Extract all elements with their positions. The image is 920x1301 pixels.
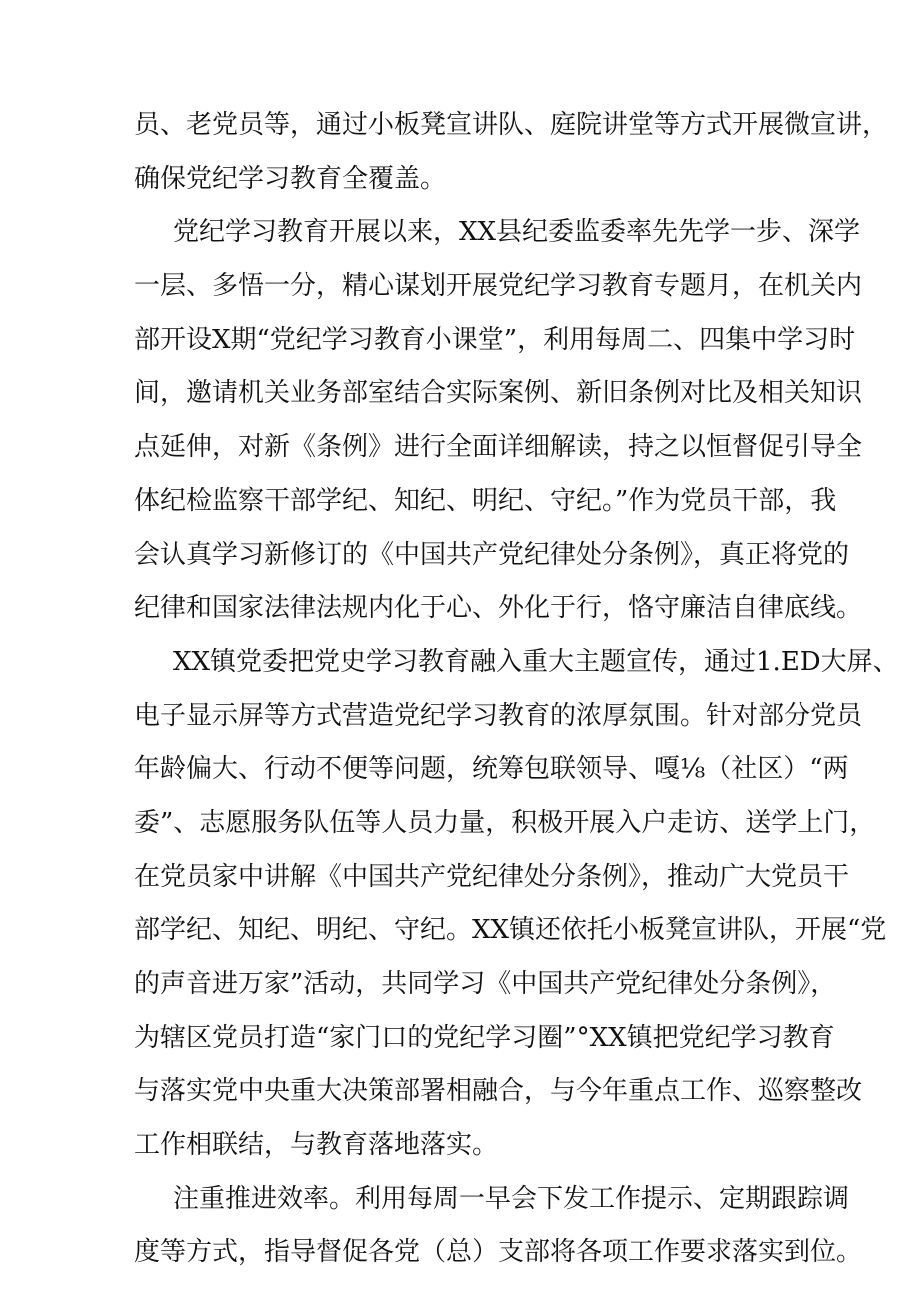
text-line: 一层、多悟一分，精心谋划开展党纪学习教育专题月，在机关内 xyxy=(134,271,863,302)
text-line: 与落实党中央重大决策部署相融合，与今年重点工作、巡察整改 xyxy=(134,1076,863,1107)
body-text xyxy=(134,99,899,1280)
text-line: 纪律和国家法律法规内化于心、外化于行，恪守廉洁自律底线。 xyxy=(134,593,863,624)
text-line: 委”、志愿服务队伍等人员力量，积极开展入户走访、送学上门， xyxy=(134,807,876,838)
text-line: 度等方式，指导督促各党（总）支部将各项工作要求落实到位。 xyxy=(134,1237,863,1268)
text-line: 注重推进效率。利用每周一早会下发工作提示、定期跟踪调 xyxy=(173,1183,850,1214)
text-line: 体纪检监察干部学纪、知纪、明纪、守纪。”作为党员干部，我 xyxy=(134,485,837,516)
text-line: 部学纪、知纪、明纪、守纪。XX镇还依托小板凳宣讲队，开展“党 xyxy=(134,915,887,946)
text-line: 员、老党员等，通过小板凳宣讲队、庭院讲堂等方式开展微宣讲， xyxy=(134,110,889,140)
text-line: 在党员家中讲解《中国共产党纪律处分条例》，推动广大党员干 xyxy=(134,861,850,892)
text-line: 间，邀请机关业务部室结合实际案例、新旧条例对比及相关知识 xyxy=(134,378,863,409)
text-line: 确保党纪学习教育全覆盖。 xyxy=(134,163,447,194)
text-line: 党纪学习教育开展以来，XX县纪委监委率先先学一步、深学 xyxy=(173,217,861,248)
text-line: 部开设X期“党纪学习教育小课堂”，利用每周二、四集中学习时 xyxy=(134,324,856,355)
text-line: 为辖区党员打造“家门口的党纪学习圈”°XX镇把党纪学习教育 xyxy=(134,1022,835,1053)
text-line: 年龄偏大、行动不便等问题，统筹包联领导、嘎⅛（社区）“两 xyxy=(134,754,849,785)
text-line: 点延伸，对新《条例》进行全面详细解读，持之以恒督促引导全 xyxy=(134,432,863,463)
text-line: 会认真学习新修订的《中国共产党纪律处分条例》，真正将党的 xyxy=(134,539,850,570)
text-line: 的声音进万家”活动，共同学习《中国共产党纪律处分条例》， xyxy=(134,969,837,999)
text-line: 电子显示屏等方式营造党纪学习教育的浓厚氛围。针对部分党员 xyxy=(134,700,863,731)
text-line: XX镇党委把党史学习教育融入重大主题宣传，通过1.ED大屏、 xyxy=(173,646,899,677)
text-line: 工作相联结，与教育落地落实。 xyxy=(134,1130,499,1161)
